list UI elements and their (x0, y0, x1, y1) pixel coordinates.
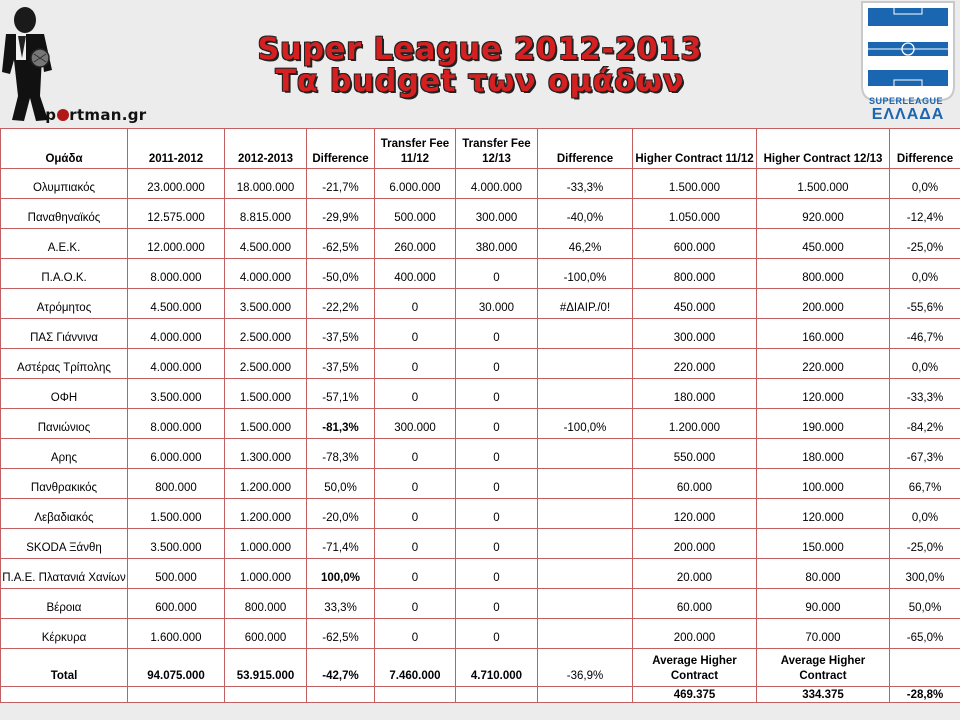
table-cell: 6.000.000 (375, 169, 456, 199)
table-cell: 0 (456, 259, 538, 289)
team-name-cell: Λεβαδιακός (1, 499, 128, 529)
table-cell: -62,5% (307, 619, 375, 649)
table-cell: 30.000 (456, 289, 538, 319)
table-cell: 1.300.000 (225, 439, 307, 469)
table-cell: 0 (375, 319, 456, 349)
team-name-cell: Κέρκυρα (1, 619, 128, 649)
table-cell: 1.000.000 (225, 529, 307, 559)
budget-table (0, 128, 960, 703)
table-row (1, 409, 960, 439)
table-cell (538, 619, 633, 649)
table-cell: 120.000 (757, 379, 890, 409)
total-cell: 4.710.000 (456, 649, 538, 687)
table-cell: 300.000 (456, 199, 538, 229)
table-cell: -33,3% (538, 169, 633, 199)
table-cell: 400.000 (375, 259, 456, 289)
table-cell: -57,1% (307, 379, 375, 409)
league-logo-country: ΕΛΛΑΔΑ (871, 106, 945, 123)
table-cell: 0 (375, 529, 456, 559)
table-cell: -65,0% (890, 619, 960, 649)
table-cell: 8.815.000 (225, 199, 307, 229)
table-cell: 0 (375, 499, 456, 529)
table-cell: 12.575.000 (128, 199, 225, 229)
table-cell: 300.000 (375, 409, 456, 439)
column-header: 2011-2012 (128, 129, 225, 169)
table-cell: 0,0% (890, 259, 960, 289)
table-cell: 150.000 (757, 529, 890, 559)
table-cell: -100,0% (538, 409, 633, 439)
table-cell: 100,0% (307, 559, 375, 589)
table-cell (538, 349, 633, 379)
table-cell: 1.500.000 (757, 169, 890, 199)
total-cell: 53.915.000 (225, 649, 307, 687)
table-row (1, 499, 960, 529)
column-header: 2012-2013 (225, 129, 307, 169)
slide-header (0, 0, 960, 128)
team-name-cell: Π.Α.Ε. Πλατανιά Χανίων (1, 559, 128, 589)
average-row (1, 687, 960, 703)
table-cell: 160.000 (757, 319, 890, 349)
table-cell (538, 559, 633, 589)
total-cell: Average Higher Contract (757, 649, 890, 687)
average-cell: 469.375 (633, 687, 757, 703)
table-cell: 200.000 (757, 289, 890, 319)
team-name-cell: SKODA Ξάνθη (1, 529, 128, 559)
table-cell: 800.000 (757, 259, 890, 289)
table-cell: -25,0% (890, 229, 960, 259)
table-cell: -62,5% (307, 229, 375, 259)
table-cell: 0 (456, 469, 538, 499)
table-cell: 0 (456, 559, 538, 589)
table-cell: 2.500.000 (225, 319, 307, 349)
table-cell (538, 319, 633, 349)
empty-cell (1, 687, 128, 703)
table-cell: 60.000 (633, 469, 757, 499)
team-name-cell: ΟΦΗ (1, 379, 128, 409)
table-cell: 1.500.000 (633, 169, 757, 199)
table-cell: -84,2% (890, 409, 960, 439)
table-row (1, 199, 960, 229)
table-row (1, 559, 960, 589)
table-cell: 50,0% (307, 469, 375, 499)
table-cell: 8.000.000 (128, 259, 225, 289)
table-cell: 3.500.000 (225, 289, 307, 319)
table-row (1, 289, 960, 319)
table-cell: 920.000 (757, 199, 890, 229)
table-cell: -37,5% (307, 349, 375, 379)
table-cell: -33,3% (890, 379, 960, 409)
table-cell: -29,9% (307, 199, 375, 229)
table-cell: -100,0% (538, 259, 633, 289)
table-cell: 4.000.000 (128, 319, 225, 349)
table-cell: 50,0% (890, 589, 960, 619)
table-cell: 380.000 (456, 229, 538, 259)
empty-cell (128, 687, 225, 703)
empty-cell (456, 687, 538, 703)
table-row (1, 469, 960, 499)
team-name-cell: Πανθρακικός (1, 469, 128, 499)
football-icon (57, 109, 69, 121)
table-cell: 800.000 (633, 259, 757, 289)
table-cell: 90.000 (757, 589, 890, 619)
empty-cell (225, 687, 307, 703)
empty-cell (307, 687, 375, 703)
team-name-cell: Αστέρας Τρίπολης (1, 349, 128, 379)
slide-title (220, 34, 740, 98)
table-cell: 80.000 (757, 559, 890, 589)
table-cell: -20,0% (307, 499, 375, 529)
title-line-2: Τα budget των ομάδων (275, 64, 685, 99)
table-cell: -12,4% (890, 199, 960, 229)
table-cell: 60.000 (633, 589, 757, 619)
table-cell: 300.000 (633, 319, 757, 349)
table-cell: -25,0% (890, 529, 960, 559)
table-cell: 1.000.000 (225, 559, 307, 589)
table-cell: 4.500.000 (225, 229, 307, 259)
table-row (1, 259, 960, 289)
table-cell: 800.000 (128, 469, 225, 499)
table-cell: 1.500.000 (225, 379, 307, 409)
table-cell: 190.000 (757, 409, 890, 439)
table-cell: 8.000.000 (128, 409, 225, 439)
table-cell: 0 (456, 619, 538, 649)
empty-cell (375, 687, 456, 703)
table-cell: 0 (375, 589, 456, 619)
table-cell (538, 589, 633, 619)
table-cell: -78,3% (307, 439, 375, 469)
team-name-cell: Παναθηναϊκός (1, 199, 128, 229)
league-logo-word: SUPERLEAGUE (868, 96, 943, 106)
table-row (1, 229, 960, 259)
table-cell: 0,0% (890, 499, 960, 529)
table-cell (538, 469, 633, 499)
table-cell: 0 (456, 379, 538, 409)
table-cell: 120.000 (757, 499, 890, 529)
table-cell: 2.500.000 (225, 349, 307, 379)
table-cell (538, 379, 633, 409)
table-cell: 66,7% (890, 469, 960, 499)
table-cell: 3.500.000 (128, 529, 225, 559)
table-cell: 300,0% (890, 559, 960, 589)
total-row (1, 649, 960, 687)
table-cell: 20.000 (633, 559, 757, 589)
table-cell: 0,0% (890, 349, 960, 379)
total-cell: Total (1, 649, 128, 687)
average-cell: 334.375 (757, 687, 890, 703)
table-cell: 0 (375, 559, 456, 589)
table-cell: 0 (375, 439, 456, 469)
table-cell (538, 439, 633, 469)
table-cell: 220.000 (757, 349, 890, 379)
table-cell: 260.000 (375, 229, 456, 259)
table-cell: 1.500.000 (128, 499, 225, 529)
table-cell: -22,2% (307, 289, 375, 319)
column-header: Transfer Fee 11/12 (375, 129, 456, 169)
table-cell: #ΔΙΑΙΡ./0! (538, 289, 633, 319)
table-cell: 4.500.000 (128, 289, 225, 319)
table-cell: -40,0% (538, 199, 633, 229)
table-cell: 1.200.000 (225, 469, 307, 499)
table-header-row (1, 129, 960, 169)
table-cell: 0 (456, 319, 538, 349)
table-cell: 0 (456, 589, 538, 619)
average-cell: -28,8% (890, 687, 960, 703)
table-cell: 33,3% (307, 589, 375, 619)
table-cell: 0 (456, 529, 538, 559)
total-cell: 94.075.000 (128, 649, 225, 687)
table-cell: 0,0% (890, 169, 960, 199)
table-cell: 4.000.000 (225, 259, 307, 289)
table-cell: 120.000 (633, 499, 757, 529)
table-cell (538, 529, 633, 559)
total-cell: -36,9% (538, 649, 633, 687)
total-cell: -42,7% (307, 649, 375, 687)
table-cell: 500.000 (128, 559, 225, 589)
table-cell: 70.000 (757, 619, 890, 649)
table-cell: 1.050.000 (633, 199, 757, 229)
table-cell: 450.000 (633, 289, 757, 319)
column-header: Higher Contract 11/12 (633, 129, 757, 169)
table-row (1, 619, 960, 649)
table-cell: 1.500.000 (225, 409, 307, 439)
table-row (1, 439, 960, 469)
table-cell: 1.200.000 (225, 499, 307, 529)
column-header: Ομάδα (1, 129, 128, 169)
brand-logo-text: sp rtman.gr (36, 106, 147, 124)
total-cell: Average Higher Contract (633, 649, 757, 687)
table-cell: 800.000 (225, 589, 307, 619)
table-cell: 3.500.000 (128, 379, 225, 409)
table-cell: -50,0% (307, 259, 375, 289)
table-cell: 220.000 (633, 349, 757, 379)
empty-cell (538, 687, 633, 703)
table-cell: 0 (375, 289, 456, 319)
table-cell: -46,7% (890, 319, 960, 349)
table-row (1, 529, 960, 559)
column-header: Transfer Fee 12/13 (456, 129, 538, 169)
column-header: Higher Contract 12/13 (757, 129, 890, 169)
table-cell: 0 (375, 619, 456, 649)
table-row (1, 589, 960, 619)
column-header: Difference (307, 129, 375, 169)
table-cell: 180.000 (757, 439, 890, 469)
table-cell: 46,2% (538, 229, 633, 259)
table-cell: 0 (456, 409, 538, 439)
title-line-1: Super League 2012-2013 (257, 32, 703, 67)
table-cell: 180.000 (633, 379, 757, 409)
table-cell: -21,7% (307, 169, 375, 199)
team-name-cell: ΠΑΣ Γιάννινα (1, 319, 128, 349)
table-cell: 0 (375, 349, 456, 379)
table-row (1, 319, 960, 349)
table-row (1, 379, 960, 409)
table-cell: 200.000 (633, 619, 757, 649)
table-cell: 4.000.000 (456, 169, 538, 199)
table-cell: 12.000.000 (128, 229, 225, 259)
team-name-cell: Ολυμπιακός (1, 169, 128, 199)
table-cell: 6.000.000 (128, 439, 225, 469)
table-cell: 600.000 (225, 619, 307, 649)
table-row (1, 349, 960, 379)
team-name-cell: Βέροια (1, 589, 128, 619)
team-name-cell: Πανιώνιος (1, 409, 128, 439)
table-cell: 0 (375, 469, 456, 499)
table-cell: 1.200.000 (633, 409, 757, 439)
total-cell: 7.460.000 (375, 649, 456, 687)
table-row (1, 169, 960, 199)
table-cell: 23.000.000 (128, 169, 225, 199)
table-cell: 200.000 (633, 529, 757, 559)
table-cell: -81,3% (307, 409, 375, 439)
table-cell: 4.000.000 (128, 349, 225, 379)
table-cell: 0 (456, 499, 538, 529)
team-name-cell: Α.Ε.Κ. (1, 229, 128, 259)
table-cell (538, 499, 633, 529)
table-cell: 18.000.000 (225, 169, 307, 199)
table-cell: 0 (456, 349, 538, 379)
table-cell: 100.000 (757, 469, 890, 499)
column-header: Difference (538, 129, 633, 169)
table-cell: 0 (375, 379, 456, 409)
table-cell: 600.000 (633, 229, 757, 259)
team-name-cell: Ατρόμητος (1, 289, 128, 319)
column-header: Difference (890, 129, 960, 169)
team-name-cell: Αρης (1, 439, 128, 469)
table-cell: 550.000 (633, 439, 757, 469)
table-cell: -71,4% (307, 529, 375, 559)
table-cell: -37,5% (307, 319, 375, 349)
table-cell: 0 (456, 439, 538, 469)
table-cell: -67,3% (890, 439, 960, 469)
empty-cell (890, 649, 960, 687)
table-cell: 500.000 (375, 199, 456, 229)
table-cell: 600.000 (128, 589, 225, 619)
table-cell: 1.600.000 (128, 619, 225, 649)
table-cell: 450.000 (757, 229, 890, 259)
table-cell: -55,6% (890, 289, 960, 319)
team-name-cell: Π.Α.Ο.Κ. (1, 259, 128, 289)
